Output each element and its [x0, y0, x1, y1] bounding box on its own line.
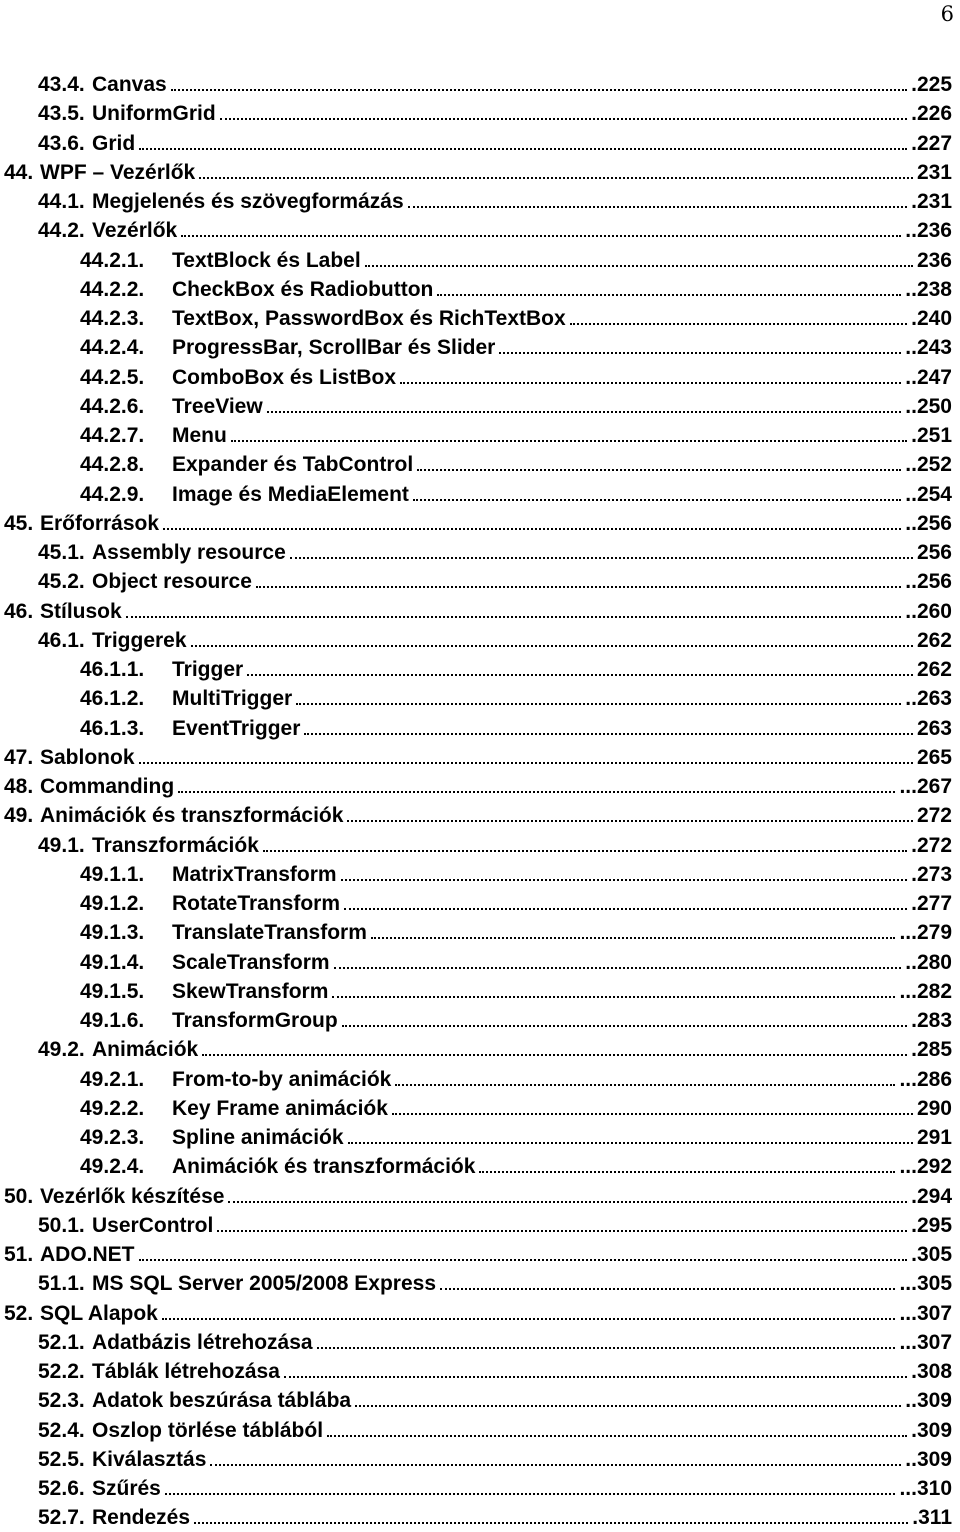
toc-entry-title: MatrixTransform — [172, 862, 337, 886]
toc-entry-page: ..252 — [905, 453, 952, 477]
toc-leader-dots — [440, 1261, 895, 1290]
toc-leader-dots — [256, 559, 901, 588]
toc-leader-dots — [499, 325, 901, 354]
toc-entry-page: .272 — [911, 833, 952, 857]
toc-entry-page: 262 — [916, 628, 952, 652]
toc-leader-dots — [191, 618, 913, 647]
toc-entry-title: TextBox, PasswordBox és RichTextBox — [172, 307, 566, 330]
toc-entry-page: .311 — [912, 1506, 952, 1530]
toc-entry-number: 49.2.2. — [80, 1096, 145, 1120]
toc-entry-page: ...305 — [899, 1272, 952, 1296]
toc-entry-number: 52.5. — [38, 1447, 85, 1471]
toc-leader-dots — [479, 1144, 895, 1173]
toc-entry-number: 49.1.3. — [80, 921, 145, 945]
toc-entry-title: Vezérlők — [92, 219, 178, 243]
toc-entry-title: Animációk és transzformációk — [40, 804, 344, 828]
toc-entry-title: Animációk — [92, 1038, 199, 1062]
toc-entry-title: Megjelenés és szövegformázás — [92, 190, 404, 213]
toc-leader-dots — [284, 1349, 907, 1378]
toc-entry-page: .273 — [911, 862, 952, 886]
toc-entry-number: 44.2.2. — [80, 277, 145, 301]
toc-entry-title: Transzformációk — [92, 833, 259, 857]
toc-leader-dots — [163, 501, 901, 530]
toc-leader-dots — [395, 1057, 895, 1086]
page-number: 6 — [940, 2, 954, 26]
toc-leader-dots — [139, 121, 907, 150]
toc-entry-number: 44.2.4. — [80, 336, 145, 360]
toc-leader-dots — [171, 62, 907, 91]
toc-entry-page: ...286 — [899, 1067, 952, 1091]
toc-entry-number: 45. — [4, 511, 34, 535]
toc-entry-title: UserControl — [92, 1213, 214, 1237]
toc-entry-page: ..236 — [905, 219, 952, 243]
toc-leader-dots — [231, 413, 907, 442]
toc-entry-title: RotateTransform — [172, 892, 341, 915]
toc-leader-dots — [202, 1027, 907, 1056]
toc-entry-number: 52.3. — [38, 1389, 85, 1413]
toc-entry-page: ..243 — [905, 336, 952, 360]
toc-entry-title: Object resource — [92, 570, 252, 594]
toc-leader-dots — [342, 998, 907, 1027]
toc-entry-number: 44.2.7. — [80, 424, 145, 447]
toc-entry-number: 49.1.5. — [80, 979, 145, 1003]
toc-entry-title: Triggerek — [92, 628, 187, 652]
toc-entry-page: ...307 — [899, 1301, 952, 1325]
toc-leader-dots — [417, 442, 901, 471]
toc-entry-number: 52.7. — [38, 1506, 85, 1530]
toc-entry-page: ...292 — [899, 1155, 952, 1179]
toc-leader-dots — [344, 881, 907, 910]
toc-entry-page: ..309 — [905, 1389, 952, 1413]
toc-entry-page: .294 — [911, 1184, 952, 1208]
toc-leader-dots — [165, 1466, 896, 1495]
toc-entry-number: 49. — [4, 804, 34, 828]
toc-leader-dots — [199, 150, 913, 179]
toc-entry-number: 44.2.6. — [80, 394, 145, 418]
toc-entry-number: 43.5. — [38, 102, 85, 126]
toc-entry-page: ..238 — [905, 277, 952, 301]
toc-entry-number: 52.1. — [38, 1330, 85, 1354]
toc-entry-title: MS SQL Server 2005/2008 Express — [92, 1272, 437, 1296]
toc-entry-page: 291 — [916, 1126, 952, 1149]
toc-entry-number: 49.1.2. — [80, 892, 145, 915]
toc-entry-page: .240 — [911, 307, 952, 330]
toc-entry-page: ...307 — [899, 1330, 952, 1354]
toc-entry-title: Kiválasztás — [92, 1447, 207, 1471]
toc-entry-number: 52.2. — [38, 1360, 85, 1383]
toc-entry-page: ..309 — [905, 1447, 952, 1471]
toc-leader-dots — [365, 238, 913, 267]
toc-entry-page: ..263 — [905, 687, 952, 711]
toc-leader-dots — [228, 1174, 907, 1203]
toc-entry-number: 44. — [4, 160, 34, 184]
toc-entry-title: TreeView — [172, 394, 263, 418]
toc-entry-title: TransformGroup — [172, 1009, 338, 1032]
toc-entry-page: .251 — [911, 424, 952, 447]
toc-entry-number: 46.1.2. — [80, 687, 145, 711]
toc-leader-dots — [126, 589, 902, 618]
toc-entry-title: Trigger — [172, 658, 244, 681]
toc-entry-title: SkewTransform — [172, 979, 329, 1003]
toc-entry-title: UniformGrid — [92, 102, 216, 126]
toc-entry-number: 43.6. — [38, 131, 85, 155]
toc-leader-dots — [392, 1086, 913, 1115]
toc-entry-title: WPF – Vezérlők — [40, 160, 196, 184]
toc-leader-dots — [437, 267, 901, 296]
toc-entry-page: ..250 — [905, 394, 952, 418]
toc-entry-number: 49.2. — [38, 1038, 85, 1062]
toc-entry-number: 50.1. — [38, 1213, 85, 1237]
toc-entry-title: TranslateTransform — [172, 921, 367, 945]
toc-entry-number: 49.1.6. — [80, 1009, 145, 1032]
toc-entry-title: ScaleTransform — [172, 950, 330, 974]
toc-entry-title: TextBlock és Label — [172, 248, 361, 272]
toc-leader-dots — [570, 296, 907, 325]
toc-leader-dots — [290, 530, 913, 559]
toc-entry-title: Szűrés — [92, 1477, 161, 1500]
toc-entry-title: Adatbázis létrehozása — [92, 1330, 313, 1354]
toc-entry-number: 49.1.4. — [80, 950, 145, 974]
toc-leader-dots — [347, 793, 913, 822]
toc-entry-page: ..280 — [905, 950, 952, 974]
toc-leader-dots — [408, 179, 907, 208]
toc-entry-title: EventTrigger — [172, 716, 301, 740]
toc-entry-title: Táblák létrehozása — [92, 1360, 280, 1383]
toc-entry-page: .226 — [911, 102, 952, 126]
toc-entry-number: 43.4. — [38, 73, 85, 96]
toc-entry-number: 49.2.3. — [80, 1126, 145, 1149]
toc-leader-dots — [162, 1291, 896, 1320]
toc-entry-page: .227 — [911, 131, 952, 155]
toc-entry-number: 50. — [4, 1184, 34, 1208]
toc-entry-page: ...267 — [899, 775, 952, 798]
toc-entry-number: 49.2.4. — [80, 1155, 145, 1179]
toc-entry-number: 52.6. — [38, 1477, 85, 1500]
toc-entry-title: ADO.NET — [40, 1243, 135, 1266]
toc-entry-page: .231 — [911, 190, 952, 213]
toc-leader-dots — [247, 647, 913, 676]
toc-entry-title: MultiTrigger — [172, 687, 293, 711]
toc-entry-page: .309 — [911, 1418, 952, 1442]
toc-leader-dots — [355, 1378, 901, 1407]
toc-entry-title: Stílusok — [40, 599, 122, 623]
toc-leader-dots — [139, 735, 913, 764]
toc-entry-page: .225 — [911, 73, 952, 96]
toc-entry-page: .305 — [911, 1243, 952, 1266]
toc-entry-number: 49.1.1. — [80, 862, 145, 886]
toc-entry-page: .295 — [911, 1213, 952, 1237]
toc-entry-page: 231 — [916, 160, 952, 184]
toc-entry-page: ..256 — [905, 570, 952, 594]
toc-entry-title: Grid — [92, 131, 136, 155]
toc-leader-dots — [181, 208, 901, 237]
toc-leader-dots — [348, 1115, 913, 1144]
toc-leader-dots — [327, 1408, 907, 1437]
toc-entry-title: Assembly resource — [92, 541, 286, 564]
toc-leader-dots — [296, 676, 901, 705]
toc-entry-title: Rendezés — [92, 1506, 191, 1530]
toc-leader-dots — [210, 1437, 901, 1466]
toc-entry-number: 44.1. — [38, 190, 85, 213]
toc-entry-title: From-to-by animációk — [172, 1067, 392, 1091]
toc-entry-title: ProgressBar, ScrollBar és Slider — [172, 336, 496, 360]
toc-entry-page: 265 — [916, 745, 952, 769]
toc-entry-title: Canvas — [92, 73, 167, 96]
toc-entry-page: 290 — [916, 1096, 952, 1120]
toc-entry-title: Menu — [172, 424, 227, 447]
toc-entry-number: 44.2.9. — [80, 482, 145, 506]
toc-entry-number: 52. — [4, 1301, 34, 1325]
toc-entry-title: CheckBox és Radiobutton — [172, 277, 434, 301]
toc-entry-page: ..247 — [905, 365, 952, 389]
toc-entry-page: ...282 — [899, 979, 952, 1003]
toc-entry-page: 236 — [916, 248, 952, 272]
toc-entry-number: 44.2.1. — [80, 248, 145, 272]
toc-entry-page: ..254 — [905, 482, 952, 506]
toc-leader-dots — [400, 355, 901, 384]
toc-entry-page: ...279 — [899, 921, 952, 945]
toc-entry-page: 272 — [916, 804, 952, 828]
toc-leader-dots — [220, 91, 907, 120]
toc-leader-dots — [194, 1495, 908, 1524]
toc-entry-number: 44.2.8. — [80, 453, 145, 477]
toc-entry-page: 263 — [916, 716, 952, 740]
toc-leader-dots — [267, 384, 902, 413]
toc-entry-number: 45.2. — [38, 570, 85, 594]
toc-entry-title: Vezérlők készítése — [40, 1184, 225, 1208]
toc-entry-number: 46. — [4, 599, 34, 623]
toc-leader-dots — [263, 823, 907, 852]
toc-entry-page: ..256 — [905, 511, 952, 535]
toc-entry-number: 49.1. — [38, 833, 85, 857]
toc-entry-title: Animációk és transzformációk — [172, 1155, 476, 1179]
toc-entry-number: 46.1. — [38, 628, 85, 652]
toc-entry-number: 44.2. — [38, 219, 85, 243]
toc-entry-title: Key Frame animációk — [172, 1096, 388, 1120]
toc-entry-number: 44.2.3. — [80, 307, 145, 330]
toc-entry-title: Oszlop törlése táblából — [92, 1418, 324, 1442]
toc-entry-page: 256 — [916, 541, 952, 564]
toc-entry-title: SQL Alapok — [40, 1301, 158, 1325]
toc-entry-title: Image és MediaElement — [172, 482, 409, 506]
toc-entry-number: 51. — [4, 1243, 34, 1266]
toc-leader-dots — [341, 852, 908, 881]
toc-entry-title: Sablonok — [40, 745, 135, 769]
toc-entry-number: 49.2.1. — [80, 1067, 145, 1091]
toc-entry-number: 52.4. — [38, 1418, 85, 1442]
toc-entry-number: 45.1. — [38, 541, 85, 564]
toc-entry-number: 48. — [4, 775, 34, 798]
toc-leader-dots — [178, 764, 895, 793]
toc-entry-page: .285 — [911, 1038, 952, 1062]
toc-leader-dots — [334, 940, 902, 969]
toc-entry-title: Expander és TabControl — [172, 453, 414, 477]
toc-leader-dots — [139, 1232, 908, 1261]
toc-entry-title: Commanding — [40, 775, 175, 798]
toc-leader-dots — [304, 706, 913, 735]
toc-entry-title: Adatok beszúrása táblába — [92, 1389, 352, 1413]
toc-entry-number: 44.2.5. — [80, 365, 145, 389]
toc-entry-number: 51.1. — [38, 1272, 85, 1296]
toc-entry-page: ..260 — [905, 599, 952, 623]
toc-entry-title: Erőforrások — [40, 511, 160, 535]
toc-entry-page: ...310 — [899, 1477, 952, 1500]
toc-leader-dots — [332, 969, 895, 998]
toc-entry-number: 46.1.3. — [80, 716, 145, 740]
toc-entry-number: 47. — [4, 745, 34, 769]
toc-leader-dots — [371, 910, 896, 939]
toc-entry-number: 46.1.1. — [80, 658, 145, 681]
toc-entry-page: .277 — [911, 892, 952, 915]
toc-leader-dots — [413, 472, 901, 501]
toc-entry-page: .308 — [911, 1360, 952, 1383]
toc-leader-dots — [317, 1320, 896, 1349]
toc-entry-title: ComboBox és ListBox — [172, 365, 397, 389]
toc-entry-title: Spline animációk — [172, 1126, 344, 1149]
toc-leader-dots — [217, 1203, 907, 1232]
toc-entry-page: 262 — [916, 658, 952, 681]
toc-entry-page: .283 — [911, 1009, 952, 1032]
toc-entry — [0, 1503, 952, 1532]
